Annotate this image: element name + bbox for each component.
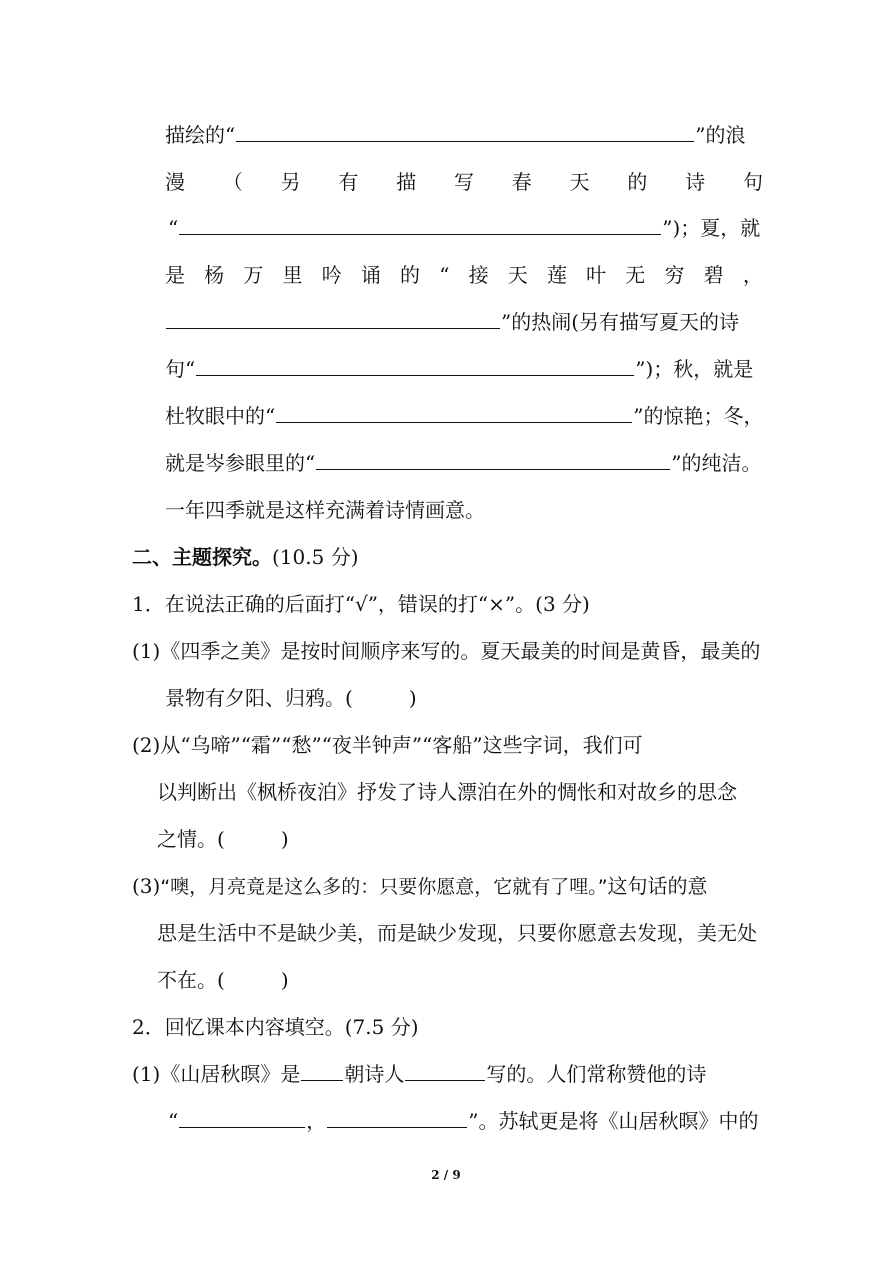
answer-blank[interactable] — [179, 1103, 305, 1128]
char: 里 — [282, 263, 303, 287]
text: “ — [168, 216, 179, 240]
text: 句 — [165, 357, 185, 381]
text: 描绘的“ — [165, 123, 236, 147]
char: 春 — [511, 170, 532, 194]
score: (7.5 分) — [344, 1015, 419, 1039]
poem-line-8 — [165, 443, 761, 483]
text: 就是岑参眼里的“ — [165, 451, 316, 475]
text: ”的惊艳；冬， — [633, 404, 764, 428]
char: 另 — [280, 170, 301, 194]
char: 诵 — [360, 263, 381, 287]
char: “ — [439, 263, 450, 287]
char: 天 — [507, 263, 528, 287]
question-number: 1． — [132, 592, 165, 616]
char: 碧 — [703, 263, 724, 287]
section-title — [132, 537, 359, 577]
text: 朝诗人 — [344, 1062, 405, 1086]
answer-blank[interactable] — [327, 1103, 467, 1128]
text: 另有描写夏天的诗 — [579, 310, 740, 334]
poet-blank[interactable] — [405, 1056, 485, 1081]
poem-line-7 — [165, 396, 763, 436]
char: 诗 — [685, 170, 706, 194]
poem-line-1 — [165, 115, 745, 155]
char: 的 — [400, 263, 421, 287]
item-1-line-2 — [165, 678, 417, 718]
text: 在说法正确的后面打“√”，错误的打“×”。 — [164, 592, 536, 616]
char: 接 — [468, 263, 489, 287]
char: 万 — [243, 263, 264, 287]
text: ”)；秋，就是 — [635, 357, 754, 381]
char: ， — [742, 263, 763, 287]
item-2-line-3 — [157, 819, 289, 859]
char: 莲 — [546, 263, 567, 287]
item-1-line-1: (1)《四季之美》是按时间顺序来写的。夏天最美的时间是黄昏，最美的 — [132, 639, 761, 663]
score: (3 分) — [535, 592, 590, 616]
answer-blank[interactable] — [236, 117, 694, 142]
poem-line-3 — [168, 208, 760, 248]
poem-line-9: 一年四季就是这样充满着诗情画意。 — [165, 498, 485, 522]
answer-blank[interactable] — [179, 210, 661, 235]
quote: “噢，月亮竟是这么多的：只要你愿意，它就有了哩。” — [160, 876, 608, 898]
char: 穷 — [664, 263, 685, 287]
char: 描 — [396, 170, 417, 194]
char: 杨 — [204, 263, 225, 287]
q2-item-1-line-1 — [132, 1054, 706, 1094]
text: ， — [306, 1109, 327, 1133]
score: (10.5 分) — [272, 545, 359, 569]
text: ”的纯洁。 — [671, 451, 762, 475]
text: (3) — [132, 874, 161, 898]
answer-blank[interactable] — [166, 304, 500, 329]
char: 漫 — [165, 170, 185, 194]
text: 写的。人们常称赞他的诗 — [486, 1062, 707, 1086]
item-2-line-2: 以判断出《枫桥夜泊》抒发了诗人漂泊在外的惆怅和对故乡的思念 — [157, 780, 737, 804]
item-2-line-1: (2)从“乌啼”“霜”“愁”“夜半钟声”“客船”这些字词，我们可 — [132, 733, 643, 757]
char: 的 — [627, 170, 648, 194]
char: 是 — [165, 263, 185, 287]
item-3-line-3 — [157, 960, 289, 1000]
char: 叶 — [586, 263, 607, 287]
text: 不在。( — [157, 968, 225, 992]
item-3-line-2: 思是生活中不是缺少美，而是缺少发现，只要你愿意去发现，美无处 — [157, 921, 757, 945]
char: 无 — [625, 263, 646, 287]
poem-line-5 — [165, 302, 739, 342]
text: 景物有夕阳、归鸦。( — [165, 686, 353, 710]
text: ”的浪 — [695, 123, 746, 147]
poem-line-2 — [165, 162, 763, 202]
dynasty-blank[interactable] — [301, 1056, 343, 1081]
text: 之情。( — [157, 827, 225, 851]
answer-blank[interactable] — [196, 351, 634, 376]
text: 这句话的意 — [607, 874, 708, 898]
text: ”的热闹( — [501, 310, 580, 334]
text: ”)；夏，就 — [662, 216, 761, 240]
text: ”。苏轼更是将《山居秋暝》中的 — [468, 1109, 759, 1133]
text: “ — [168, 1109, 179, 1133]
text: ) — [280, 968, 289, 992]
question-2 — [132, 1007, 419, 1047]
page-number: 2 / 9 — [431, 1168, 461, 1182]
text: (1)《山居秋暝》是 — [132, 1062, 301, 1086]
text: ) — [408, 686, 417, 710]
text: “ — [185, 357, 196, 381]
char: 吟 — [321, 263, 342, 287]
poem-line-4 — [165, 255, 763, 295]
q2-item-1-line-2 — [168, 1101, 758, 1141]
poem-line-6 — [165, 349, 753, 389]
char: （ — [222, 170, 243, 194]
answer-blank[interactable] — [316, 445, 670, 470]
char: 有 — [338, 170, 359, 194]
text: 回忆课本内容填空。 — [164, 1015, 345, 1039]
item-3-line-1 — [132, 866, 708, 906]
question-1 — [132, 584, 590, 624]
char: 天 — [569, 170, 590, 194]
char: 写 — [453, 170, 474, 194]
char: 句 — [742, 170, 763, 194]
text: ) — [280, 827, 289, 851]
text: 二、主题探究。 — [132, 545, 272, 569]
question-number: 2． — [132, 1015, 165, 1039]
answer-blank[interactable] — [276, 398, 632, 423]
text: 杜牧眼中的“ — [165, 404, 276, 428]
